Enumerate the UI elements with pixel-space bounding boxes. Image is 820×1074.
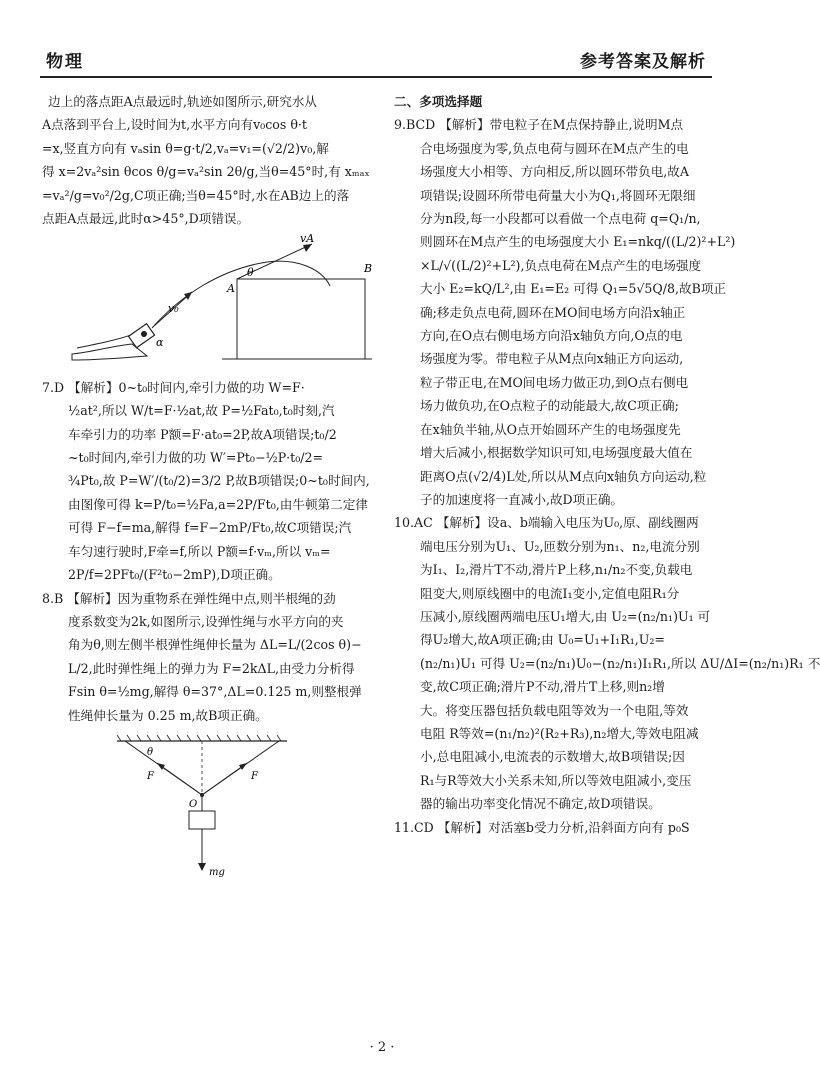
label-mg: mg xyxy=(209,866,225,878)
text-line: 压减小,原线圈两端电压U₁增大,由 U₂=(n₂/n₁)U₁ 可 xyxy=(420,608,711,624)
answer-10 xyxy=(394,511,820,815)
section-title: 参考答案及解析 xyxy=(580,52,706,72)
text-line: ×L/√((L/2)²+L²),负点电荷在M点产生的电场强度 xyxy=(420,257,702,273)
text-line: 10.AC 【解析】设a、b端输入电压为U₀,原、副线圈两 xyxy=(394,515,699,531)
text-line: 粒子带正电,在MO间电场力做正功,到O点右侧电 xyxy=(420,374,689,390)
text-line: 合电场强度为零,负点电荷与圆环在M点产生的电 xyxy=(420,140,689,156)
text-line: 阻变大,则原线圈中的电流I₁变小,定值电阻R₁分 xyxy=(420,585,680,601)
text-line: (n₂/n₁)U₁ 可得 U₂=(n₂/n₁)U₀−(n₂/n₁)I₁R₁,所以 ΔU/ΔI=(n₂/n₁)R₁ 不 xyxy=(420,655,820,671)
left-column xyxy=(42,90,384,885)
text-line: 得U₂增大,故A项正确;由 U₀=U₁+I₁R₁,U₂= xyxy=(420,632,665,648)
label-O: O xyxy=(189,798,198,810)
elastic-cord-figure xyxy=(117,733,287,878)
text-line: 变,故C项正确;滑片P不动,滑片T上移,则n₂增 xyxy=(420,679,665,695)
text-line: L/2,此时弹性绳上的弹力为 F=2kΔL,由受力分析得 xyxy=(68,660,355,676)
text-line: 子的加速度将一直减小,故D项正确。 xyxy=(420,491,624,507)
label-theta: θ xyxy=(147,746,154,758)
page-number: · 2 · xyxy=(369,1040,395,1055)
text-line: 由图像可得 k=P/t₀=½Fa,a=2P/Ft₀,由牛顿第二定律 xyxy=(68,496,368,512)
answer-6-continued xyxy=(42,90,384,230)
text-line: 车牵引力的功率 P额=F·at₀=2P,故A项错误;t₀/2 xyxy=(68,426,337,442)
text-line: 角为θ,则左侧半根弹性绳伸长量为 ΔL=L/(2cos θ)− xyxy=(68,637,362,653)
text-line: 得 x=2vₐ²sin θcos θ/g=vₐ²sin 2θ/g,当θ=45°时,有 xₘₐₓ xyxy=(42,164,370,180)
text-line: 电阻 R等效=(n₁/n₂)²(R₂+R₃),n₂增大,等效电阻减 xyxy=(420,725,699,741)
text-line: ½at²,所以 W/t=F·½at,故 P=½Fat₀,t₀时刻,汽 xyxy=(68,403,335,419)
text-line: 小,总电阻减小,电流表的示数增大,故B项错误;因 xyxy=(420,749,685,765)
text-line: 点距A点最远,此时α>45°,D项错误。 xyxy=(42,211,250,227)
text-line: 可得 F−f=ma,解得 f=F−2mP/Ft₀,故C项错误;汽 xyxy=(68,520,352,536)
text-line: 9.BCD 【解析】带电粒子在M点保持静止,说明M点 xyxy=(394,117,684,133)
text-line: 车匀速行驶时,F牵=f,所以 P额=f·vₘ,所以 vₘ= xyxy=(68,543,331,559)
text-line: ¾Pt₀,故 P=W′/(t₀/2)=3/2 P,故B项错误;0~t₀时间内, xyxy=(68,473,370,489)
text-line: 场强度为零。带电粒子从M点向x轴正方向运动, xyxy=(420,351,684,367)
text-line: 边上的落点距A点最远时,轨迹如图所示,研究水从 xyxy=(48,94,317,109)
answer-7 xyxy=(42,376,384,587)
text-line: 场力做负功,在O点粒子的动能最大,故C项正确; xyxy=(420,398,679,414)
section-heading: 二、多项选择题 xyxy=(394,94,483,109)
answer-9 xyxy=(394,113,736,511)
label-theta: θ xyxy=(247,266,254,280)
text-line: 7.D 【解析】0~t₀时间内,牵引力做的功 W=F· xyxy=(42,379,305,395)
label-F-left: F xyxy=(147,770,154,782)
label-alpha: α xyxy=(156,336,164,350)
text-line: 则圆环在M点产生的电场强度大小 E₁=nkq/((L/2)²+L²) xyxy=(420,234,736,250)
text-line: 8.B 【解析】因为重物系在弹性绳中点,则半根绳的劲 xyxy=(42,590,336,606)
text-line: 大小 E₂=kQ/L²,由 E₁=E₂ 可得 Q₁=5√5Q/8,故B项正 xyxy=(420,281,727,297)
text-line: 确;移走负点电荷,圆环在MO间电场方向沿x轴正 xyxy=(420,304,686,320)
text-line: 2P/f=2PFt₀/(F²t₀−2mP),D项正确。 xyxy=(68,567,281,583)
text-line: 大。将变压器包括负载电阻等效为一个电阻,等效 xyxy=(420,702,689,718)
text-line: =x,竖直方向有 vₐsin θ=g·t/2,vₐ=v₁=(√2/2)v₀,解 xyxy=(42,140,329,156)
text-line: 分为n段,每一小段都可以看做一个点电荷 q=Q₁/n, xyxy=(420,211,701,227)
text-line: 在x轴负半轴,从O点开始圆环产生的电场强度先 xyxy=(420,421,681,437)
text-line: =vₐ²/g=v₀²/2g,C项正确;当θ=45°时,水在AB边上的落 xyxy=(42,187,350,203)
text-line: 器的输出功率变化情况不确定,故D项错误。 xyxy=(420,796,661,812)
right-column xyxy=(394,90,820,839)
label-B: B xyxy=(364,262,373,276)
text-line: R₁与R等效大小关系未知,所以等效电阻减小,变压 xyxy=(420,772,692,788)
label-F-right: F xyxy=(251,770,258,782)
header-divider xyxy=(40,76,712,78)
text-line: 度系数变为2k,如图所示,设弹性绳与水平方向的夹 xyxy=(68,613,344,629)
text-line: ~t₀时间内,牵引力做的功 W′=Pt₀−½P·t₀/2= xyxy=(68,450,324,466)
text-line: 11.CD 【解析】对活塞b受力分析,沿斜面方向有 p₀S xyxy=(394,819,690,835)
water-trajectory-figure xyxy=(72,234,372,364)
text-line: 项错误;设圆环所带电荷量大小为Q₁,将圆环无限细 xyxy=(420,187,696,203)
text-line: A点落到平台上,设时间为t,水平方向有v₀cos θ·t xyxy=(42,117,307,133)
text-line: Fsin θ=½mg,解得 θ=37°,ΔL=0.125 m,则整根弹 xyxy=(68,684,362,700)
text-line: 性绳伸长量为 0.25 m,故B项正确。 xyxy=(68,707,268,723)
text-line: 方向,在O点右侧电场方向沿x轴负方向,O点的电 xyxy=(420,328,683,344)
label-v0: v₀ xyxy=(168,302,179,316)
answer-11 xyxy=(394,816,712,839)
subject-title: 物理 xyxy=(46,52,84,72)
text-line: 场强度大小相等、方向相反,所以圆环带负电,故A xyxy=(420,164,689,180)
text-line: 增大后减小,根据数学知识可知,电场强度最大值在 xyxy=(420,445,693,461)
answer-8 xyxy=(42,587,384,727)
text-line: 为I₁、I₂,滑片T不动,滑片P上移,n₁/n₂不变,负载电 xyxy=(420,562,693,578)
text-line: 端电压分别为U₁、U₂,匝数分别为n₁、n₂,电流分别 xyxy=(420,538,700,554)
label-A: A xyxy=(227,282,235,296)
label-vA: vA xyxy=(300,232,315,246)
text-line: 距离O点(√2/4)L处,所以从M点向x轴负方向运动,粒 xyxy=(420,468,707,484)
